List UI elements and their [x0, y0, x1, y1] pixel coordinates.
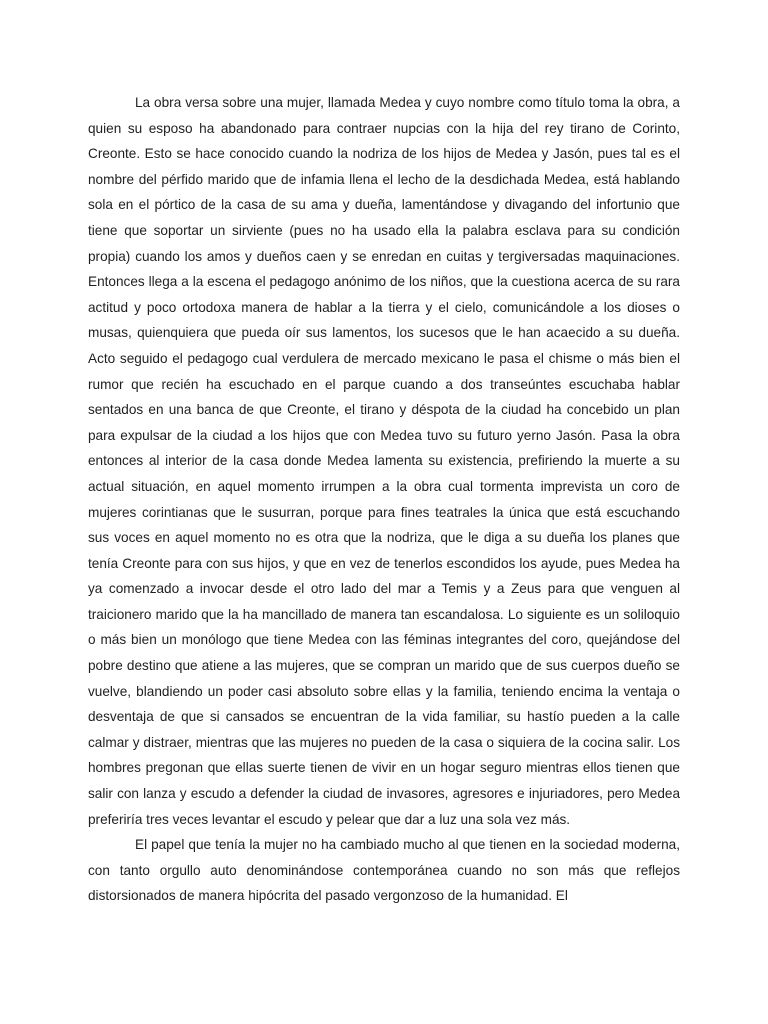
paragraph: El papel que tenía la mujer no ha cambiado mucho al que tienen en la sociedad moderna, con tanto orgullo auto denominándose contemporánea cuando no son más que reflejos distorsionados de manera hipócrita del pasado vergonzoso de la humanidad. El	[88, 837, 680, 904]
document-body	[88, 90, 680, 909]
paragraph: La obra versa sobre una mujer, llamada Medea y cuyo nombre como título toma la obra, a quien su esposo ha abandonado para contraer nupcias con la hija del rey tirano de Corinto, Creonte. Esto se hace conocido cuando la nodriza de los hijos de Medea y Jasón, pues tal es el nombre del pérfido marido que de infamia llena el lecho de la desdichada Medea, está hablando sola en el pórtico de la casa de su ama y dueña, lamentándose y divagando del infortunio que tiene que soportar un sirviente (pues no ha usado ella la palabra esclava para su condición propia) cuando los amos y dueños caen y se enredan en cuitas y tergiversadas maquinaciones. Entonces llega a la escena el pedagogo anónimo de los niños, que la cuestiona acerca de su rara actitud y poco ortodoxa manera de hablar a la tierra y el cielo, comunicándole a los dioses o musas, quienquiera que pueda oír sus lamentos, los sucesos que le han acaecido a su dueña. Acto seguido el pedagogo cual verdulera de mercado mexicano le pasa el chisme o más bien el rumor que recién ha escuchado en el parque cuando a dos transeúntes escuchaba hablar sentados en una banca de que Creonte, el tirano y déspota de la ciudad ha concebido un plan para expulsar de la ciudad a los hijos que con Medea tuvo su futuro yerno Jasón. Pasa la obra entonces al interior de la casa donde Medea lamenta su existencia, prefiriendo la muerte a su actual situación, en aquel momento irrumpen a la obra cual tormenta imprevista un coro de mujeres corintianas que le susurran, porque para fines teatrales la única que está escuchando sus voces en aquel momento no es otra que la nodriza, que le diga a su dueña los planes que tenía Creonte para con sus hijos, y que en vez de tenerlos escondidos los ayude, pues Medea ha ya comenzado a invocar desde el otro lado del mar a Temis y a Zeus para que venguen al traicionero marido que la ha mancillado de manera tan escandalosa. Lo siguiente es un soliloquio o más bien un monólogo que tiene Medea con las féminas integrantes del coro, quejándose del pobre destino que atiene a las mujeres, que se compran un marido que de sus cuerpos dueño se vuelve, blandiendo un poder casi absoluto sobre ellas y la familia, teniendo encima la ventaja o desventaja de que si cansados se encuentran de la vida familiar, su hastío pueden a la calle calmar y distraer, mientras que las mujeres no pueden de la casa o siquiera de la cocina salir. Los hombres pregonan que ellas suerte tienen de vivir en un hogar seguro mientras ellos tienen que salir con lanza y escudo a defender la ciudad de invasores, agresores e injuriadores, pero Medea preferiría tres veces levantar el escudo y pelear que dar a luz una sola vez más.	[88, 95, 680, 827]
